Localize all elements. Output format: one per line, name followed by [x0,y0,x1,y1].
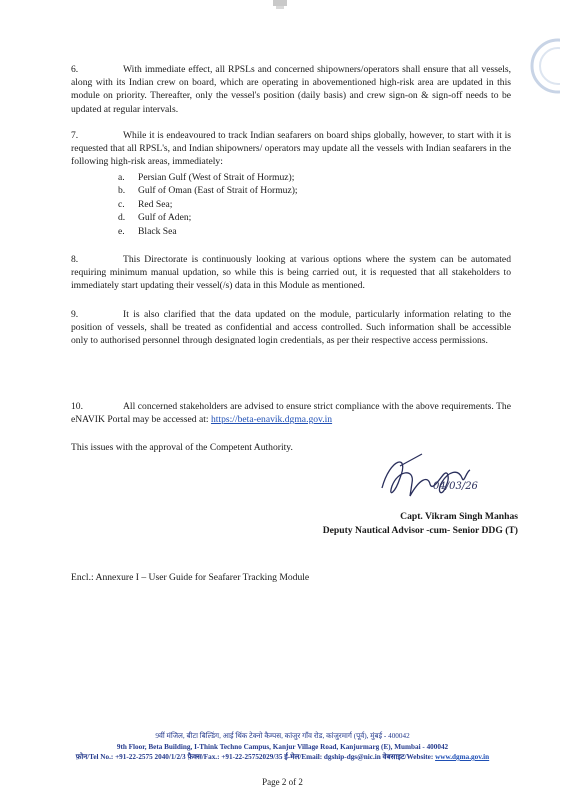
enavik-portal-link[interactable]: https://beta-enavik.dgma.gov.in [210,414,333,426]
paragraph-8 [71,253,511,293]
approval-note: This issues with the approval of the Competent Authority. [71,442,293,453]
paragraph-10 [71,400,511,426]
paragraph-9 [71,308,511,348]
paragraph-text: It is also clarified that the data updated on the module, particularly information relating to the position of vessels, shall be treated as confidential and access controlled. Such information shall be accessible only to authorised personnel through designated login credentials, as per their respective access permissions. [71,309,511,347]
handwritten-signature [370,448,520,510]
footer-hindi-address: 9वीं मंजिल, बीटा बिल्डिंग, आई थिंक टेक्नो कैम्पस, कांजुर गाँव रोड, कांजुरमार्ग (पूर्व), मुंबई - 400042 [155,732,410,740]
paragraph-number: 10. [71,401,83,412]
page-number: Page 2 of 2 [262,777,303,787]
paragraph-number: 8. [71,254,79,265]
list-item: c. Red Sea; [118,198,173,210]
bleed-through-shadow [71,600,511,700]
signatory-block [308,510,518,537]
website-link[interactable]: www.dgma.gov.in [435,753,490,761]
paragraph-text: This Directorate is continuously looking at various options where the system can be automated requiring minimum manual updation, so while this is being carried out, it is requested that all stakeholders to immediately start updating their vessel(/s) data in this Module as mentioned. [71,254,511,292]
paragraph-number: 9. [71,309,79,320]
paragraph-text: While it is endeavoured to track Indian seafarers on board ships globally, however, to start with it is requested that all RPSL's, and Indian shipowners/ operators may update all the vessels with Indian seafarers in the following high-risk areas, immediately: [71,130,511,168]
national-emblem-icon [265,0,295,9]
paragraph-text: All concerned stakeholders are advised to ensure strict compliance with the above requirements. The eNAVIK Portal may be accessed at: [71,401,511,426]
paragraph-text: With immediate effect, all RPSLs and concerned shipowners/operators shall ensure that all vessels, along with its Indian crew on board, which are operating in abovementioned high-risk area are updated in this module on priority. Thereafter, only the vessel's position (daily basis) and crew sign-on & sign-off needs to be updated at regular intervals. [71,64,511,115]
paragraph-7 [71,129,511,169]
high-risk-area-list [118,171,298,238]
signatory-name: Capt. Vikram Singh Manhas [400,511,518,522]
letterhead-seal-icon [520,36,560,96]
enclosure-note: Encl.: Annexure I – User Guide for Seafarer Tracking Module [71,572,310,583]
signature-date: 04/03/26 [433,481,478,492]
letterhead-footer [0,731,565,763]
paragraph-number: 7. [71,130,79,141]
list-item: e. Black Sea [118,225,177,237]
signatory-designation: Deputy Nautical Advisor -cum- Senior DDG (T) [322,524,518,536]
footer-contact: फ़ोन/Tel No.: +91-22-2575 2040/1/2/3 फ़ैक्स/Fax.: +91-22-25752029/35 ई-मेल/Email: dgship-dgs@nic.in वेबसाइट/Website: www.dgma.gov.in [75,753,490,761]
list-item: a. Persian Gulf (West of Strait of Hormuz); [118,172,295,183]
paragraph-number: 6. [71,64,79,75]
list-item: d. Gulf of Aden; [118,212,192,224]
paragraph-6 [71,63,511,116]
footer-english-address: 9th Floor, Beta Building, I-Think Techno Campus, Kanjur Village Road, Kanjurmarg (E), Mumbai - 400042 [116,742,449,751]
list-item: b. Gulf of Oman (East of Strait of Hormuz); [118,185,298,197]
